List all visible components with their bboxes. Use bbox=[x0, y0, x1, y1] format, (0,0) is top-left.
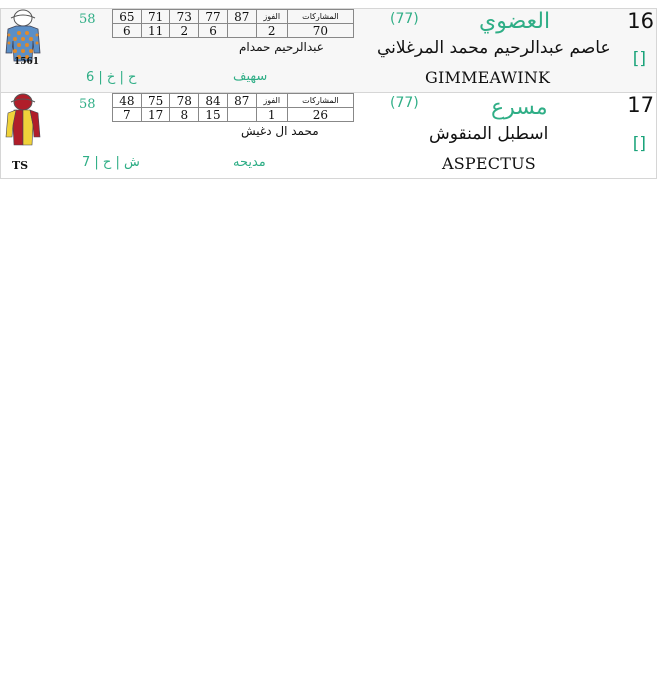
horse-name-english[interactable]: GIMMEAWINK bbox=[425, 68, 551, 87]
entry-number: 16 bbox=[627, 9, 654, 33]
recent-rating: 78 bbox=[170, 94, 199, 108]
sire-dam: سهيف bbox=[233, 69, 268, 84]
sire-dam: مديحه bbox=[233, 155, 266, 170]
recent-rating: 73 bbox=[170, 10, 199, 24]
draw-info: 7 | ش | ح bbox=[82, 155, 140, 170]
recent-rating: 71 bbox=[141, 10, 170, 24]
form-stats-table bbox=[112, 93, 354, 122]
recent-rating: 65 bbox=[113, 10, 142, 24]
recent-rating: 84 bbox=[199, 94, 228, 108]
starts-header: المشاركات bbox=[287, 10, 353, 24]
starts-value: 26 bbox=[287, 108, 353, 122]
recent-position: 8 bbox=[170, 108, 199, 122]
recent-position: 6 bbox=[113, 24, 142, 38]
starts-value: 70 bbox=[287, 24, 353, 38]
recent-position: 11 bbox=[141, 24, 170, 38]
trainer-name: محمد ال دغيش bbox=[241, 124, 319, 138]
weight: 58 bbox=[79, 12, 96, 27]
recent-position: 17 bbox=[141, 108, 170, 122]
recent-rating: 87 bbox=[227, 94, 256, 108]
horse-name-arabic[interactable]: العضوي bbox=[479, 9, 551, 34]
race-entry-17 bbox=[0, 92, 657, 179]
bracket: [] bbox=[632, 134, 646, 154]
silk-label: TS bbox=[12, 159, 29, 172]
starts-header: المشاركات bbox=[287, 94, 353, 108]
owner-name: اسطبل المنقوش bbox=[429, 124, 549, 144]
recent-position: 6 bbox=[199, 24, 228, 38]
owner-name: عاصم عبدالرحيم محمد المرغلاني bbox=[377, 38, 611, 58]
recent-position bbox=[227, 108, 256, 122]
trainer-name: عبدالرحيم حمدام bbox=[239, 40, 324, 54]
silk-label: 1561 bbox=[14, 57, 40, 67]
recent-position bbox=[227, 24, 256, 38]
recent-position: 15 bbox=[199, 108, 228, 122]
jockey-silk-icon bbox=[5, 93, 41, 149]
bracket: [] bbox=[632, 49, 646, 69]
recent-rating: 75 bbox=[141, 94, 170, 108]
horse-rating: (77) bbox=[390, 11, 419, 27]
weight: 58 bbox=[79, 97, 96, 112]
wins-value: 1 bbox=[256, 108, 287, 122]
wins-header: الفوز bbox=[256, 10, 287, 24]
recent-rating: 77 bbox=[199, 10, 228, 24]
horse-rating: (77) bbox=[390, 95, 419, 111]
recent-rating: 87 bbox=[227, 10, 256, 24]
horse-name-english[interactable]: ASPECTUS bbox=[442, 154, 536, 173]
recent-position: 2 bbox=[170, 24, 199, 38]
draw-info: 6 | ح | خ bbox=[86, 70, 137, 85]
race-entry-16 bbox=[0, 8, 657, 93]
form-stats-table bbox=[112, 9, 354, 38]
wins-value: 2 bbox=[256, 24, 287, 38]
wins-header: الفوز bbox=[256, 94, 287, 108]
entry-number: 17 bbox=[627, 93, 654, 117]
recent-position: 7 bbox=[113, 108, 142, 122]
recent-rating: 48 bbox=[113, 94, 142, 108]
horse-name-arabic[interactable]: مسرع bbox=[491, 95, 548, 120]
